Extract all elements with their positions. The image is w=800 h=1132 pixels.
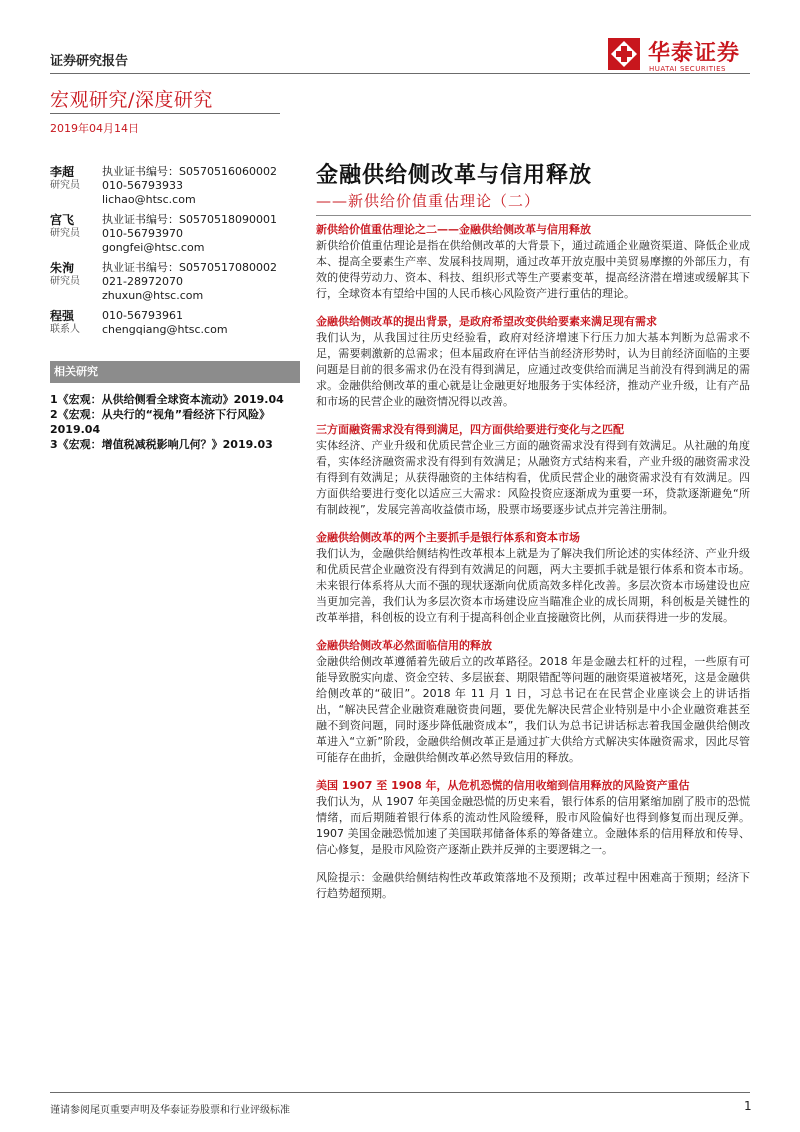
summary-section <box>316 530 750 626</box>
section-body: 我们认为，从 1907 年美国金融恐慌的历史来看，银行体系的信用紧缩加剧了股市的恐慌情绪，而后期随着银行体系的流动性风险缓释，股市风险偏好也得到修复而出现反弹。1907 美国金融恐慌加速了美国联邦储备体系的筹备建立。金融体系的信用释放和传导、信心修复，是股市风险资产逐渐止跌并反弹的主要逻辑之一。 <box>316 795 750 856</box>
analyst-phone: 010-56793933 <box>102 179 183 192</box>
analyst-license: 执业证书编号：S0570518090001 <box>102 213 277 226</box>
logo-text-en: HUATAI SECURITIES <box>649 65 726 73</box>
report-type: 证券研究报告 <box>50 54 129 69</box>
section-body: 新供给价值重估理论是指在供给侧改革的大背景下，通过疏通企业融资渠道、降低企业成本、提高全要素生产率、发展科技周期，通过改革开放克服中美贸易摩擦的外部压力，有效的使得劳动力、资本、科技、组织形式等生产要素变革，提高经济潜在增速或缓解其下行，全球资本有望给中国的人民币核心风险资产进行重估的理论。 <box>316 239 750 300</box>
section-heading: 金融供给侧改革的提出背景，是政府希望改变供给要素来满足现有需求 <box>316 315 657 328</box>
analyst-phone: 021-28972070 <box>102 275 183 288</box>
section-body: 我们认为，从我国过往历史经验看，政府对经济增速下行压力加大基本判断为总需求不足，需要刺激新的总需求；但本届政府在评估当前经济形势时，认为目前经济面临的主要问题是目前的很多需求仍在没有得到满足，应通过改变供给而满足当前没有得到满足的需求。金融供给侧改革的重心就是让金融更好地服务于实体经济，推动产业升级，让有产品和市场的民营企业的融资情况得以改善。 <box>316 331 750 408</box>
summary-section <box>316 422 750 518</box>
section-tag: 宏观研究/深度研究 <box>50 89 213 111</box>
analyst-email[interactable]: zhuxun@htsc.com <box>102 289 204 302</box>
related-research-item[interactable]: 3《宏观：增值税减税影响几何？》2019.03 <box>50 438 273 451</box>
summary-section <box>316 314 750 410</box>
analyst-role: 研究员 <box>50 276 80 287</box>
analyst-name: 程强 <box>50 309 75 323</box>
summary-section <box>316 778 750 858</box>
summary-column <box>316 222 750 902</box>
analyst-phone: 010-56793970 <box>102 227 183 240</box>
analyst-license: 执业证书编号：S0570516060002 <box>102 165 277 178</box>
company-logo <box>608 38 758 80</box>
related-research-title: 相关研究 <box>54 365 98 378</box>
summary-section <box>316 222 750 302</box>
section-body: 我们认为，金融供给侧结构性改革根本上就是为了解决我们所论述的实体经济、产业升级和优质民营企业融资没有得到有效满足的问题，两大主要抓手就是银行体系和资本市场。未来银行体系将从大而不强的现状逐渐向优质高效多样化改善。多层次资本市场建设也应当更加完善，我们认为多层次资本市场建设应当瞄准企业的成长周期，科创板是关键性的改革举措，科创板的设立有利于提高科创企业直接融资比例，从而获得进一步的发展。 <box>316 547 750 624</box>
report-title: 金融供给侧改革与信用释放 <box>316 162 593 188</box>
report-subtitle: ——新供给价值重估理论（二） <box>316 192 541 210</box>
analyst-name: 宫飞 <box>50 213 75 227</box>
footer-divider <box>50 1092 750 1093</box>
analyst-role: 研究员 <box>50 180 80 191</box>
section-body: 实体经济、产业升级和优质民营企业三方面的融资需求没有得到有效满足。从社融的角度看，实体经济融资需求没有得到有效满足；从融资方式结构来看，产业升级的融资需求没有得到有效满足；从获得融资的主体结构看，优质民营企业的融资需求没有有效满足。四方面供给要进行变化以适应三大需求：风险投资应逐渐成为重要一环，贷款逐渐避免“所有制歧视”，发展完善高收益债市场，股票市场要逐步试点并完善注册制。 <box>316 439 750 516</box>
analyst-role: 研究员 <box>50 228 80 239</box>
section-heading: 新供给价值重估理论之二——金融供给侧改革与信用释放 <box>316 223 591 236</box>
related-research-item[interactable]: 2《宏观：从央行的“视角”看经济下行风险》2019.04 <box>50 408 271 436</box>
huatai-logo-icon <box>608 38 640 70</box>
related-research-item[interactable]: 1《宏观：从供给侧看全球资本流动》2019.04 <box>50 393 284 406</box>
report-date: 2019年04月14日 <box>50 122 139 135</box>
section-heading: 美国 1907 至 1908 年，从危机恐慌的信用收缩到信用释放的风险资产重估 <box>316 779 690 792</box>
related-research-header <box>50 361 300 383</box>
risk-text: 风险提示：金融供给侧结构性改革政策落地不及预期；改革过程中困难高于预期；经济下行趋势超预期。 <box>316 871 750 900</box>
analyst-license: 执业证书编号：S0570517080002 <box>102 261 277 274</box>
related-research-list <box>50 392 302 452</box>
analyst-name: 李超 <box>50 165 75 179</box>
analyst-name: 朱洵 <box>50 261 75 275</box>
analyst-email[interactable]: gongfei@htsc.com <box>102 241 205 254</box>
section-body: 金融供给侧改革遵循着先破后立的改革路径。2018 年是金融去杠杆的过程，一些原有可能导致脱实向虚、资金空转、多层嵌套、期限错配等问题的融资渠道被堵死，这是金融供给侧改革的“破旧”。2018 年 11 月 1 日，习总书记在在民营企业座谈会上的讲话指出，“解决民营企业融资难融资贵问题，要优先解决民营企业特别是中小企业融资难甚至融不到资问题，同时逐步降低融资成本”，我们认为总书记讲话标志着我国金融供给侧改革进入“立新”阶段，金融供给侧改革正是通过扩大供给方式解决实体融资需求，因此尽管可能存在曲折，金融供给侧改革必然导致信用的释放。 <box>316 655 750 764</box>
analyst-email[interactable]: chengqiang@htsc.com <box>102 323 228 336</box>
section-heading: 金融供给侧改革的两个主要抓手是银行体系和资本市场 <box>316 531 580 544</box>
section-heading: 三方面融资需求没有得到满足，四方面供给要进行变化与之匹配 <box>316 423 624 436</box>
page-number: 1 <box>744 1099 752 1113</box>
analyst-role: 联系人 <box>50 324 80 335</box>
summary-section <box>316 638 750 766</box>
analyst-email[interactable]: lichao@htsc.com <box>102 193 196 206</box>
section-divider <box>50 113 280 114</box>
section-heading: 金融供给侧改革必然面临信用的释放 <box>316 639 492 652</box>
logo-text-cn: 华泰证券 <box>648 41 741 66</box>
title-divider <box>316 215 751 216</box>
analyst-phone: 010-56793961 <box>102 309 183 322</box>
footer-disclaimer: 谨请参阅尾页重要声明及华泰证券股票和行业评级标准 <box>50 1105 290 1116</box>
risk-warning <box>316 870 750 902</box>
